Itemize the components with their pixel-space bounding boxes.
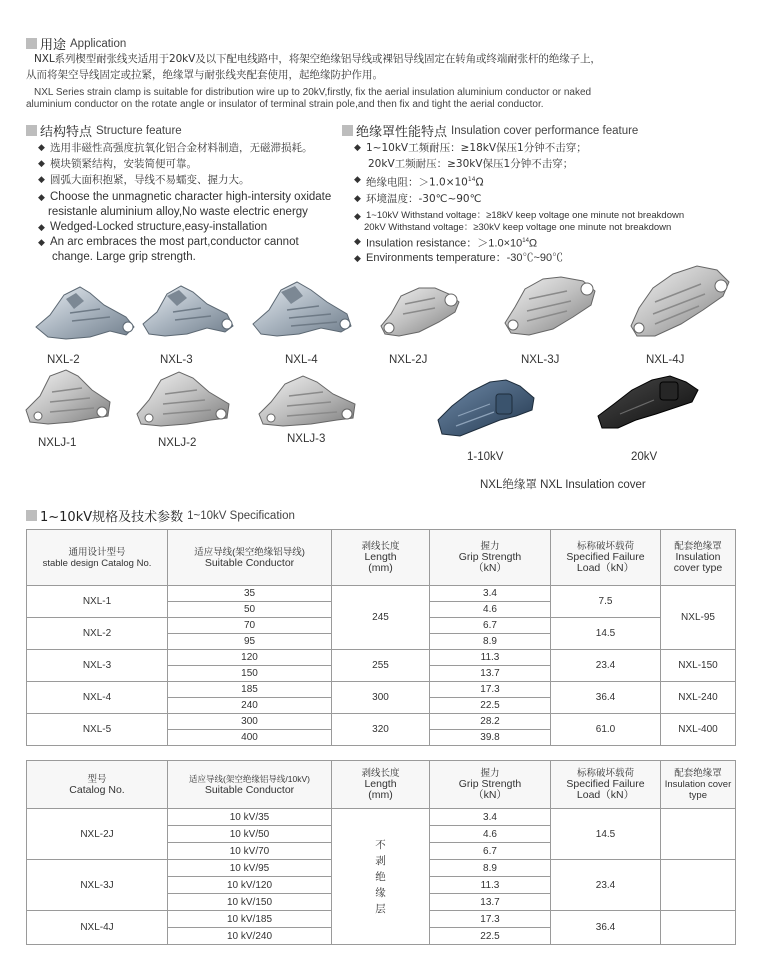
clamp-image [497,271,605,343]
clamp-image [131,368,235,432]
insulation-title-en: Insulation cover performance feature [451,124,639,137]
structure-list [38,140,348,265]
header-conductor: 适应导线(架空绝缘铝导线/10kV) Suitable Conductor [168,761,332,809]
application-text-en-1: NXL Series strain clamp is suitable for distribution wire up to 20kV,firstly, fix the aerial insulation aluminium conductor or naked [34,87,592,98]
conductor-cell: 35 [168,586,332,602]
conductor-cell: 95 [168,634,332,650]
application-title-en: Application [70,37,127,50]
cover-label: 20kV [631,451,658,463]
structure-title-zh: 结构特点 [40,125,93,140]
header-catalog: 型号 Catalog No. [27,761,168,809]
table-row [27,714,736,730]
structure-item: ◆ 选用非磁性高强度抗氧化铝合金材料制造，无磁滞损耗。 [38,140,348,156]
cover-caption: NXL绝缘罩 NXL Insulation cover [480,479,646,491]
clamp-image [20,366,116,430]
section-square-icon [342,125,353,136]
load-cell: 36.4 [551,911,661,945]
grip-cell: 13.7 [430,666,551,682]
load-cell: 36.4 [551,682,661,714]
conductor-cell: 10 kV/240 [168,928,332,945]
header-conductor: 适应导线(架空绝缘铝导线) Suitable Conductor [168,530,332,586]
header-length: 剥线长度 Length (mm) [332,530,430,586]
table-header-row [27,530,736,586]
header-grip: 握力 Grip Strength （kN） [430,530,551,586]
grip-cell: 11.3 [430,650,551,666]
structure-item: ◆ 模块锁紧结构，安装简便可靠。 [38,156,348,172]
conductor-cell: 50 [168,602,332,618]
conductor-cell: 10 kV/35 [168,809,332,826]
model-cell: NXL-2 [27,618,168,650]
insulation-cover-image [434,376,542,442]
section-square-icon [26,125,37,136]
model-cell: NXL-4J [27,911,168,945]
clamp-image [247,278,355,342]
header-cover: 配套绝缘罩 Insulation cover type [661,761,736,809]
product-label: NXLJ-1 [38,437,77,449]
cover-cell: NXL-240 [661,682,736,714]
insulation-item: ◆ 1~10kV Withstand voltage：≥18kV keep voltage one minute not breakdown [354,210,754,222]
insulation-title-zh: 绝缘罩性能特点 [356,125,448,140]
insulation-item: ◆ 绝缘电阻：$>1.0\times 10^{14}\Omega$ [354,172,754,191]
product-label: NXLJ-2 [158,437,197,449]
conductor-cell: 10 kV/150 [168,894,332,911]
product-label: NXL-2 [47,354,80,366]
grip-cell: 3.4 [430,809,551,826]
application-text-zh-2: 从而将架空导线固定或拉紧，绝缘罩与耐张线夹配套使用，起绝缘防护作用。 [26,69,383,81]
grip-cell: 3.4 [430,586,551,602]
header-load: 标称破坏载荷 Specified Failure Load（kN） [551,761,661,809]
insulation-item: ◆ 环境温度：-30℃~90℃ [354,191,754,207]
product-label: NXLJ-3 [287,433,326,445]
clamp-image [30,283,140,345]
grip-cell: 8.9 [430,860,551,877]
insulation-item: ◆ Insulation resistance：$>1.0\times 10^{14}\Omega$ [354,234,754,252]
product-label: NXL-3J [521,354,560,366]
section-square-icon [26,510,37,521]
load-cell: 14.5 [551,618,661,650]
conductor-cell: 10 kV/185 [168,911,332,928]
conductor-cell: 150 [168,666,332,682]
grip-cell: 8.9 [430,634,551,650]
model-cell: NXL-5 [27,714,168,746]
insulation-list [354,140,754,266]
table-row [27,650,736,666]
insulation-item: 20kV工频耐压：≥30kV保压1分钟不击穿； [368,158,574,170]
structure-heading [26,121,182,140]
grip-cell: 22.5 [430,928,551,945]
cover-label: 1-10kV [467,451,504,463]
header-catalog: 通用设计型号 stable design Catalog No. [27,530,168,586]
length-cell: 320 [332,714,430,746]
load-cell: 7.5 [551,586,661,618]
conductor-cell: 10 kV/70 [168,843,332,860]
conductor-cell: 185 [168,682,332,698]
product-label: NXL-4 [285,354,318,366]
spec-heading [26,506,295,525]
model-cell: NXL-4 [27,682,168,714]
insulation-item: ◆ Environments temperature：-30℃~90℃ [354,251,754,266]
product-label: NXL-3 [160,354,193,366]
table-row [27,809,736,826]
length-cell: 300 [332,682,430,714]
conductor-cell: 10 kV/50 [168,826,332,843]
cover-cell: NXL-95 [661,586,736,650]
table-row [27,586,736,602]
cover-cell: NXL-150 [661,650,736,682]
application-text-zh-1: NXL系列楔型耐张线夹适用于20kV及以下配电线路中，将架空绝缘铝导线或裸铝导线固定在转角或终端耐张杆的绝缘子上， [34,53,601,65]
structure-item: change. Large grip strength. [52,251,196,263]
structure-item: resistanle aluminium alloy,No waste electric energy [48,206,308,218]
structure-title-en: Structure feature [96,124,182,137]
grip-cell: 17.3 [430,911,551,928]
header-load: 标称破坏载荷 Specified Failure Load（kN） [551,530,661,586]
insulation-cover-image [594,370,704,436]
structure-item: ◆ 圆弧大面积抱紧，导线不易蠕变、握力大。 [38,172,348,188]
spec-title-en: 1~10kV Specification [187,509,295,522]
grip-cell: 39.8 [430,730,551,746]
insulation-item: ◆ 1~10kV工频耐压：≥18kV保压1分钟不击穿； [354,140,754,156]
grip-cell: 11.3 [430,877,551,894]
length-cell: 245 [332,586,430,650]
spec-title-zh: 1~10kV规格及技术参数 [40,510,184,525]
spec-table-1 [26,529,736,746]
load-cell: 23.4 [551,860,661,911]
grip-cell: 6.7 [430,843,551,860]
grip-cell: 17.3 [430,682,551,698]
cover-cell [661,911,736,945]
model-cell: NXL-1 [27,586,168,618]
structure-item: ◆ Choose the unmagnetic character high-intersity oxidate [38,190,348,205]
model-cell: NXL-3J [27,860,168,911]
product-label: NXL-4J [646,354,685,366]
grip-cell: 6.7 [430,618,551,634]
cover-cell [661,809,736,860]
load-cell: 14.5 [551,809,661,860]
model-cell: NXL-3 [27,650,168,682]
spec-table-2 [26,760,736,945]
length-cell: 255 [332,650,430,682]
grip-cell: 13.7 [430,894,551,911]
load-cell: 23.4 [551,650,661,682]
section-square-icon [26,38,37,49]
table-header-row [27,761,736,809]
structure-item: ◆ An arc embraces the most part,conductor cannot [38,235,348,250]
conductor-cell: 300 [168,714,332,730]
header-cover: 配套绝缘罩 Insulation cover type [661,530,736,586]
application-title-zh: 用途 [40,38,67,53]
conductor-cell: 10 kV/95 [168,860,332,877]
conductor-cell: 70 [168,618,332,634]
cover-cell [661,860,736,911]
header-grip: 握力 Grip Strength （kN） [430,761,551,809]
conductor-cell: 400 [168,730,332,746]
product-label: NXL-2J [389,354,428,366]
structure-item: ◆ Wedged-Locked structure,easy-installation [38,220,348,235]
clamp-image [137,282,237,342]
clamp-image [375,280,465,342]
grip-cell: 28.2 [430,714,551,730]
conductor-cell: 10 kV/120 [168,877,332,894]
clamp-image [253,372,361,432]
load-cell: 61.0 [551,714,661,746]
grip-cell: 4.6 [430,602,551,618]
length-cell: 不 剥 绝 缘 层 [332,809,430,945]
grip-cell: 22.5 [430,698,551,714]
model-cell: NXL-2J [27,809,168,860]
grip-cell: 4.6 [430,826,551,843]
conductor-cell: 240 [168,698,332,714]
cover-cell: NXL-400 [661,714,736,746]
insulation-item: 20kV Withstand voltage：≥30kV keep voltage one minute not breakdown [364,221,672,233]
clamp-image [625,262,735,344]
insulation-heading [342,121,638,140]
conductor-cell: 120 [168,650,332,666]
table-row [27,682,736,698]
header-length: 剥线长度 Length (mm) [332,761,430,809]
application-text-en-2: aluminium conductor on the rotate angle or insulator of terminal strain pole,and then fix and tight the aerial conductor. [26,99,544,110]
